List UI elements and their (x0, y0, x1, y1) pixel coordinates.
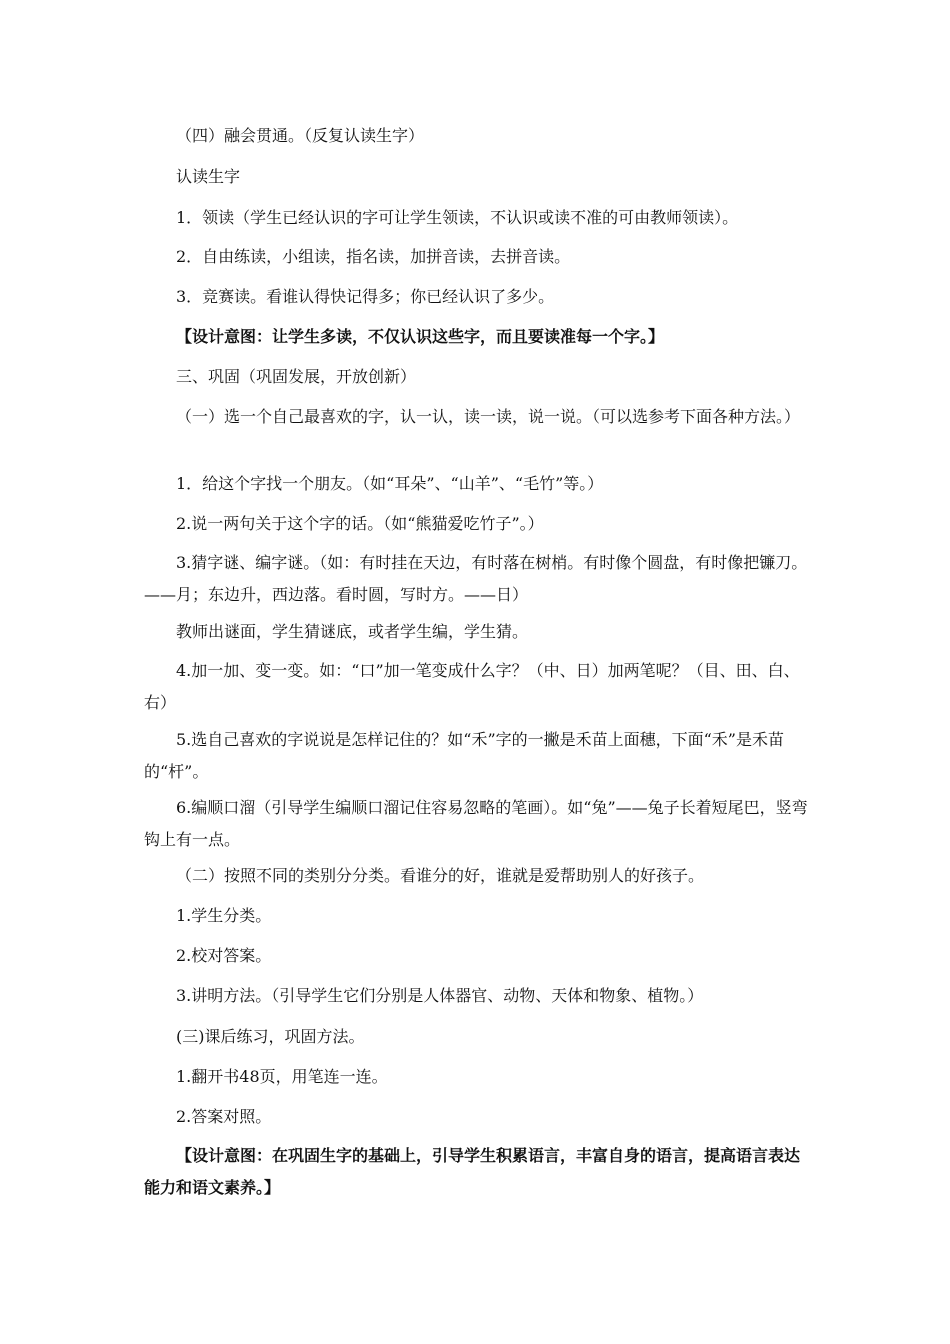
list-item: 1．领读（学生已经认识的字可让学生领读，不认识或读不准的可由教师领读）。 (176, 208, 739, 227)
section-heading: 三、巩固（巩固发展，开放创新） (176, 367, 417, 386)
design-intent-note: 【设计意图：让学生多读，不仅认识这些字，而且要读准每一个字。】 (176, 327, 665, 346)
list-item: 2.校对答案。 (176, 946, 272, 965)
paragraph: （一）选一个自己最喜欢的字，认一认，读一读，说一说。（可以选参考下面各种方法。） (176, 407, 801, 426)
list-item: 1.翻开书48页，用笔连一连。 (176, 1067, 388, 1086)
list-item: 3.讲明方法。（引导学生它们分别是人体器官、动物、天体和物象、植物。） (176, 986, 704, 1005)
section-heading: （二）按照不同的类别分分类。看谁分的好，谁就是爱帮助别人的好孩子。 (176, 866, 705, 885)
list-item: 2．自由练读，小组读，指名读，加拼音读，去拼音读。 (176, 247, 571, 266)
list-item: 3.猜字谜、编字谜。（如：有时挂在天边，有时落在树梢。有时像个圆盘，有时像把镰刀。——月；东边升，西边落。看时圆，写时方。——日） (144, 553, 808, 604)
paragraph: 教师出谜面，学生猜谜底，或者学生编，学生猜。 (176, 622, 529, 641)
subheading: 认读生字 (176, 167, 241, 186)
section-heading: （四）融会贯通。（反复认读生字） (176, 126, 425, 145)
list-item: 5.选自己喜欢的字说说是怎样记住的？如“禾”字的一撇是禾苗上面穗，下面“禾”是禾苗的“杆”。 (144, 730, 784, 781)
section-heading: (三)课后练习，巩固方法。 (176, 1027, 365, 1046)
list-item: 1.学生分类。 (176, 906, 272, 925)
list-item: 2.答案对照。 (176, 1107, 272, 1126)
list-item: 2.说一两句关于这个字的话。（如“熊猫爱吃竹子”。） (176, 514, 544, 533)
list-item: 4.加一加、变一变。如：“口”加一笔变成什么字？（中、日）加两笔呢？（目、田、白、右） (144, 661, 800, 712)
design-intent-note: 【设计意图：在巩固生字的基础上，引导学生积累语言，丰富自身的语言，提高语言表达能力和语文素养。】 (144, 1146, 801, 1197)
list-item: 1．给这个字找一个朋友。（如“耳朵”、“山羊”、“毛竹”等。） (176, 474, 604, 493)
list-item: 6.编顺口溜（引导学生编顺口溜记住容易忽略的笔画）。如“兔”——兔子长着短尾巴，竖弯钩上有一点。 (144, 798, 808, 849)
list-item: 3．竞赛读。看谁认得快记得多；你已经认识了多少。 (176, 287, 555, 306)
